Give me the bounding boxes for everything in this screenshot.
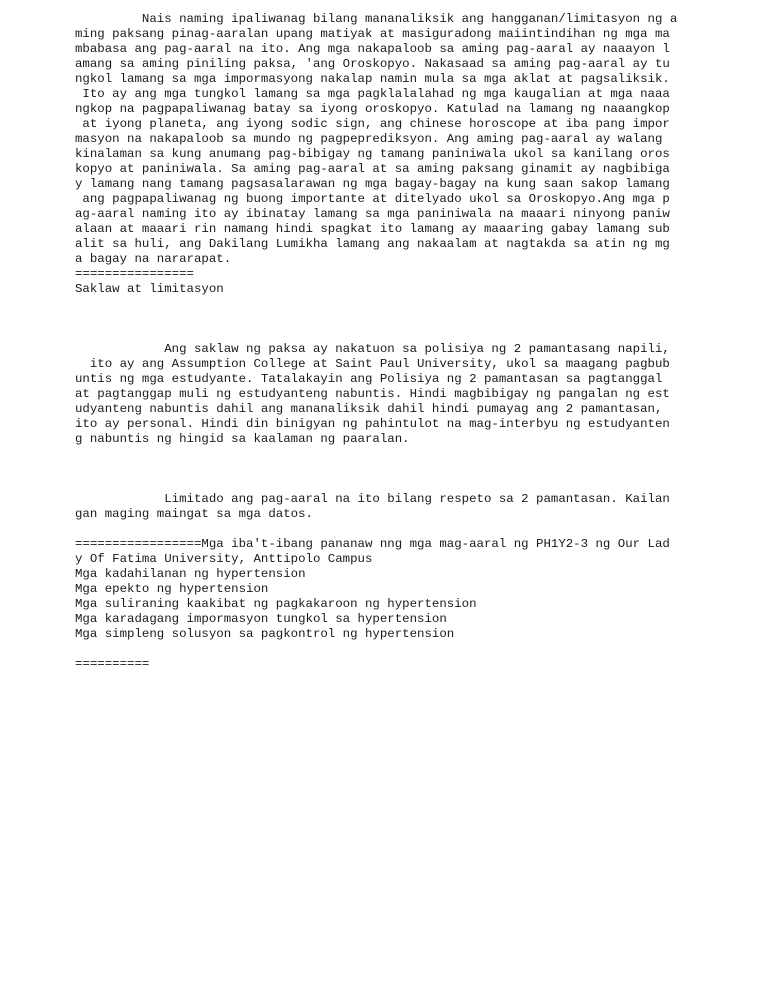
blank-line <box>75 297 695 312</box>
blank-line <box>75 642 695 657</box>
list-header: y Of Fatima University, Anttipolo Campus <box>75 552 373 566</box>
text-line: ag-aaral naming ito ay ibinatay lamang sa mga paniniwala na maaari ninyong paniw <box>75 207 670 221</box>
text-line: kinalaman sa kung anumang pag-bibigay ng tamang paniniwala ukol sa kanilang oros <box>75 147 670 161</box>
text-line: alaan at maaari rin namang hindi spagkat ito lamang ay maaaring gabay lamang sub <box>75 222 670 236</box>
document-page <box>75 12 695 672</box>
blank-line <box>75 327 695 342</box>
text-line: Ang saklaw ng paksa ay nakatuon sa polisiya ng 2 pamantasang napili, <box>75 342 670 356</box>
text-line: mbabasa ang pag-aaral na ito. Ang mga nakapaloob sa aming pag-aaral ay naaayon l <box>75 42 670 56</box>
text-line: masyon na nakapaloob sa mundo ng pagpeprediksyon. Ang aming pag-aaral ay walang <box>75 132 670 146</box>
list-item: Mga kadahilanan ng hypertension <box>75 567 306 581</box>
text-line: ito ay ang Assumption College at Saint Paul University, ukol sa maagang pagbub <box>75 357 670 371</box>
text-line: ngkop na pagpapaliwanag batay sa iyong oroskopyo. Katulad na lamang ng naaangkop <box>75 102 670 116</box>
text-line: y lamang nang tamang pagsasalarawan ng mga bagay-bagay na kung saan sakop lamang <box>75 177 670 191</box>
blank-line <box>75 477 695 492</box>
text-line: Ito ay ang mga tungkol lamang sa mga pagklalalahad ng mga kaugalian at mga naaa <box>75 87 670 101</box>
text-line: Limitado ang pag-aaral na ito bilang respeto sa 2 pamantasan. Kailan <box>75 492 670 506</box>
text-line: amang sa aming piniling paksa, 'ang Oroskopyo. Nakasaad sa aming pag-aaral ay tu <box>75 57 670 71</box>
text-line: at iyong planeta, ang iyong sodic sign, ang chinese horoscope at iba pang impor <box>75 117 670 131</box>
blank-line <box>75 312 695 327</box>
blank-line <box>75 462 695 477</box>
text-line: ang pagpapaliwanag ng buong importante at ditelyado ukol sa Oroskopyo.Ang mga p <box>75 192 670 206</box>
paragraph-oroskopyo-limitasyon <box>75 12 695 267</box>
blank-line <box>75 522 695 537</box>
list-item: Mga epekto ng hypertension <box>75 582 269 596</box>
hypertension-list <box>75 537 695 642</box>
paragraph-saklaw <box>75 342 695 447</box>
text-line: ito ay personal. Hindi din binigyan ng pahintulot na mag-interbyu ng estudyanten <box>75 417 670 431</box>
text-line: untis ng mga estudyante. Tatalakayin ang Polisiya ng 2 pamantasan sa pagtanggal <box>75 372 663 386</box>
list-header: =================Mga iba't-ibang pananaw nng mga mag-aaral ng PH1Y2-3 ng Our Lad <box>75 537 670 551</box>
text-line: ming paksang pinag-aaralan upang matiyak at masiguradong maiintindihan ng mga ma <box>75 27 670 41</box>
text-line: kopyo at paniniwala. Sa aming pag-aaral at sa aming paksang ginamit ay nagbibiga <box>75 162 670 176</box>
blank-line <box>75 447 695 462</box>
list-item: Mga suliraning kaakibat ng pagkakaroon ng hypertension <box>75 597 477 611</box>
text-line: ngkol lamang sa mga impormasyong nakalap namin mula sa mga aklat at pagsaliksik. <box>75 72 670 86</box>
text-line: at pagtanggap muli ng estudyanteng nabuntis. Hindi magbibigay ng pangalan ng est <box>75 387 670 401</box>
separator-line: ========== <box>75 657 150 671</box>
text-line: g nabuntis ng hingid sa kaalaman ng paaralan. <box>75 432 410 446</box>
separator-line: ================ <box>75 267 194 281</box>
section-heading: Saklaw at limitasyon <box>75 282 224 296</box>
text-line: a bagay na nararapat. <box>75 252 232 266</box>
text-line: Nais naming ipaliwanag bilang mananaliksik ang hangganan/limitasyon ng a <box>75 12 678 26</box>
list-item: Mga simpleng solusyon sa pagkontrol ng hypertension <box>75 627 455 641</box>
text-line: udyanteng nabuntis dahil ang mananaliksik dahil hindi pumayag ang 2 pamantasan, <box>75 402 663 416</box>
list-item: Mga karadagang impormasyon tungkol sa hypertension <box>75 612 447 626</box>
text-line: alit sa huli, ang Dakilang Lumikha lamang ang nakaalam at nagtakda sa atin ng mg <box>75 237 670 251</box>
paragraph-limitado <box>75 492 695 522</box>
text-line: gan maging maingat sa mga datos. <box>75 507 313 521</box>
